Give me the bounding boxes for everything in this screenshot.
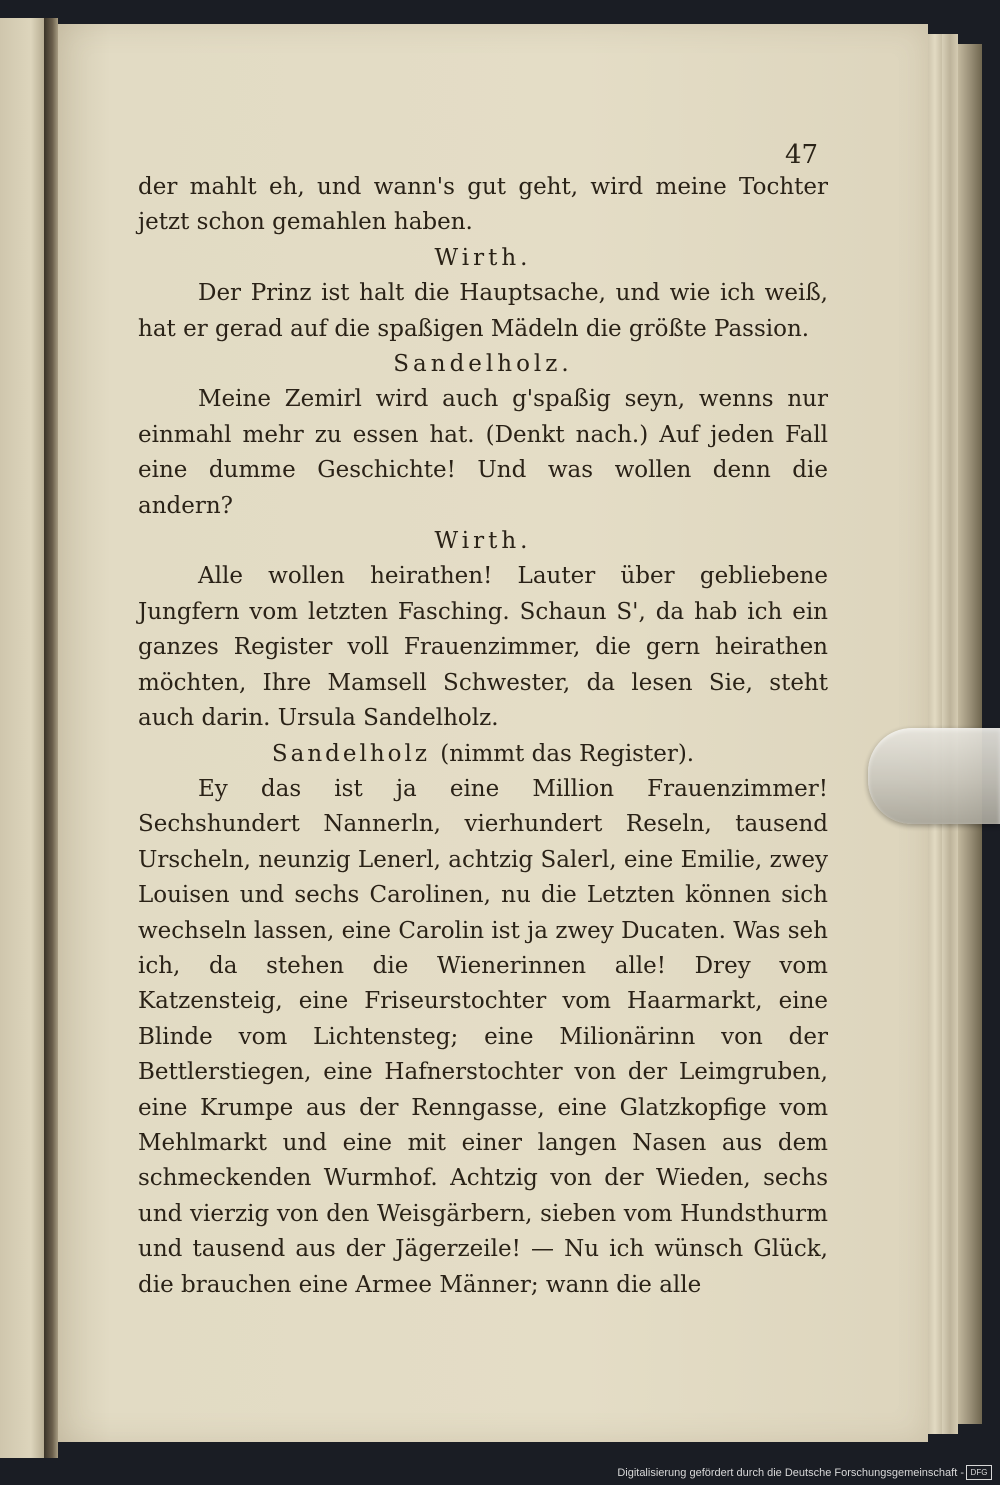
left-page-edge: [0, 18, 44, 1458]
speaker-heading: [138, 737, 828, 772]
speaker-heading: Wirth.: [434, 528, 532, 555]
paragraph: Ey das ist ja eine Million Frauenzimmer! Sechshundert Nannerln, vierhundert Reseln, tausend Urscheln, neunzig Lenerl, achtzig Salerl, eine Emilie, zwey Louisen und sechs Carolinen, nu die Letzten können sich wechseln lassen, eine Carolin ist ja zwey Ducaten. Was seh ich, da stehen die Wienerinnen alle! Drey vom Katzensteig, eine Friseurstochter vom Haarmarkt, eine Blinde vom Lichtensteg; eine Milionärinn von der Bettlerstiegen, eine Hafnerstochter von der Leimgruben, eine Krumpe aus der Renngasse, eine Glatzkopfige vom Mehlmarkt und eine mit einer langen Nasen aus dem schmeckenden Wurmhof. Achtzig von der Wieden, sechs und vierzig von den Weisgärbern, sieben vom Hundsthurm und tausend aus der Jägerzeile! — Nu ich wünsch Glück, die brauchen eine Armee Männer; wann die alle: [138, 775, 828, 1298]
funding-credit: Digitalisierung gefördert durch die Deutsche Forschungsgemeinschaft -: [617, 1467, 964, 1479]
paragraph: Meine Zemirl wird auch g'spaßig seyn, wenns nur einmahl mehr zu essen hat. (Denkt nach.) Auf jeden Fall eine dumme Geschichte! Und was wollen denn die andern?: [138, 386, 828, 519]
speaker-heading: Wirth.: [434, 244, 532, 271]
book-gutter: [44, 18, 58, 1458]
page-clip: [868, 728, 1000, 824]
paragraph: Alle wollen heirathen! Lauter über gebliebene Jungfern vom letzten Fasching. Schaun S', da hab ich ein ganzes Register voll Frauenzimmer, die gern heirathen möchten, Ihre Mamsell Schwester, da lesen Sie, steht auch darin. Ursula Sandelholz.: [138, 563, 828, 732]
speaker-heading: Sandelholz.: [393, 351, 573, 378]
dfg-logo-icon: DFG: [966, 1465, 992, 1480]
speaker-name: Sandelholz: [271, 740, 430, 767]
footer-bar: [0, 1457, 1000, 1485]
page-text: [138, 170, 828, 1303]
page-number: 47: [785, 140, 819, 170]
paragraph: Der Prinz ist halt die Hauptsache, und wie ich weiß, hat er gerad auf die spaßigen Mädeln die größte Passion.: [138, 280, 828, 342]
stage-direction: (nimmt das Register).: [440, 740, 695, 767]
paragraph: der mahlt eh, und wann's gut geht, wird meine Tochter jetzt schon gemahlen haben.: [138, 174, 828, 236]
